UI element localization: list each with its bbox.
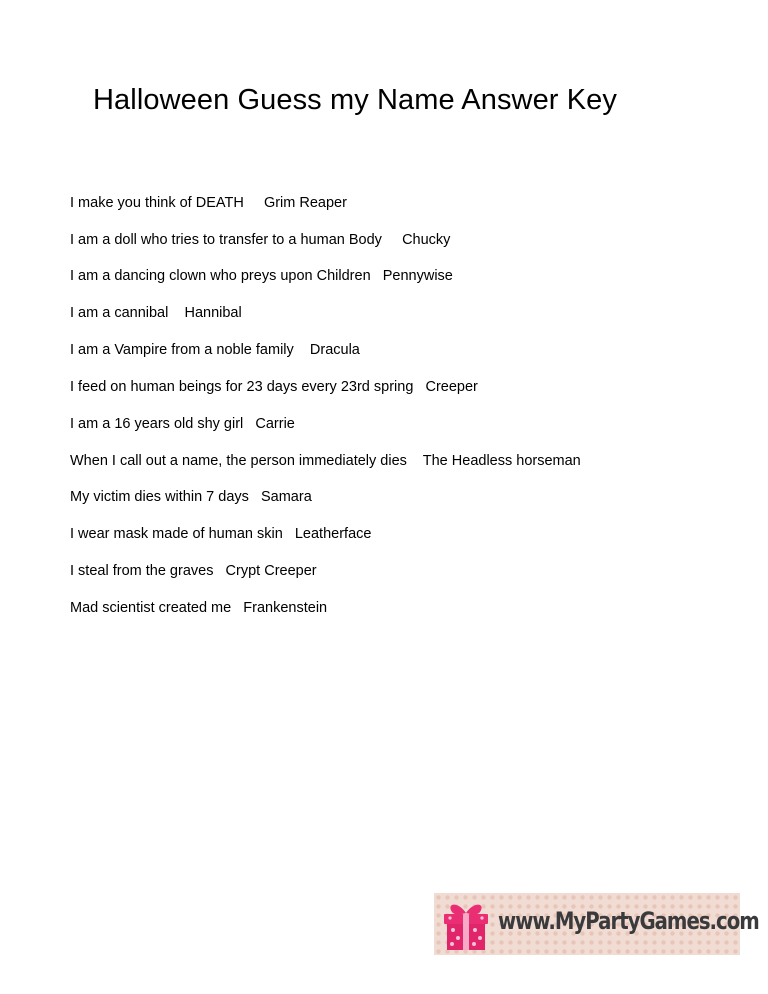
clue-text: Mad scientist created me	[70, 600, 232, 616]
answer-text: Grim Reaper	[263, 195, 347, 211]
answer-row	[70, 303, 242, 323]
spacer	[213, 563, 225, 579]
answer-text: Frankenstein	[243, 600, 328, 616]
spacer	[294, 342, 310, 358]
answer-text: The Headless horseman	[422, 453, 581, 469]
answer-row	[70, 451, 581, 471]
answer-row	[70, 414, 295, 434]
answer-text: Hannibal	[184, 305, 242, 321]
clue-text: I am a Vampire from a noble family	[70, 342, 294, 358]
site-logo-banner	[434, 893, 759, 955]
answer-row	[70, 487, 312, 507]
answer-text: Crypt Creeper	[225, 563, 317, 579]
spacer	[231, 600, 243, 616]
clue-text: I am a doll who tries to transfer to a human Body	[70, 232, 382, 248]
answer-row	[70, 266, 453, 286]
clue-text: I steal from the graves	[70, 563, 214, 579]
clue-text: I feed on human beings for 23 days every 23rd spring	[70, 379, 414, 395]
spacer	[382, 232, 402, 248]
spacer	[244, 195, 264, 211]
answer-text: Pennywise	[382, 268, 453, 284]
clue-text: I am a 16 years old shy girl	[70, 416, 244, 432]
spacer	[243, 416, 255, 432]
answer-row	[70, 193, 347, 213]
page-title: Halloween Guess my Name Answer Key	[93, 84, 617, 116]
gift-box-icon	[440, 897, 492, 953]
spacer	[371, 268, 383, 284]
answer-text: Dracula	[309, 342, 360, 358]
answer-row	[70, 598, 327, 618]
spacer	[249, 489, 261, 505]
clue-text: I am a dancing clown who preys upon Children	[70, 268, 371, 284]
logo-text: www.MyPartyGames.com	[498, 907, 759, 935]
answer-text: Creeper	[425, 379, 478, 395]
clue-text: My victim dies within 7 days	[70, 489, 249, 505]
clue-text: I make you think of DEATH	[70, 195, 244, 211]
clue-text: I am a cannibal	[70, 305, 169, 321]
answer-row	[70, 561, 317, 581]
spacer	[413, 379, 425, 395]
spacer	[168, 305, 184, 321]
spacer	[407, 453, 423, 469]
answer-row	[70, 230, 450, 250]
answer-row	[70, 377, 478, 397]
answer-row	[70, 524, 371, 544]
spacer	[283, 526, 295, 542]
answer-text: Leatherface	[294, 526, 372, 542]
answer-text: Chucky	[402, 232, 451, 248]
clue-text: I wear mask made of human skin	[70, 526, 283, 542]
answer-text: Samara	[260, 489, 312, 505]
answer-row	[70, 340, 360, 360]
clue-text: When I call out a name, the person immediately dies	[70, 453, 407, 469]
answer-text: Carrie	[255, 416, 295, 432]
